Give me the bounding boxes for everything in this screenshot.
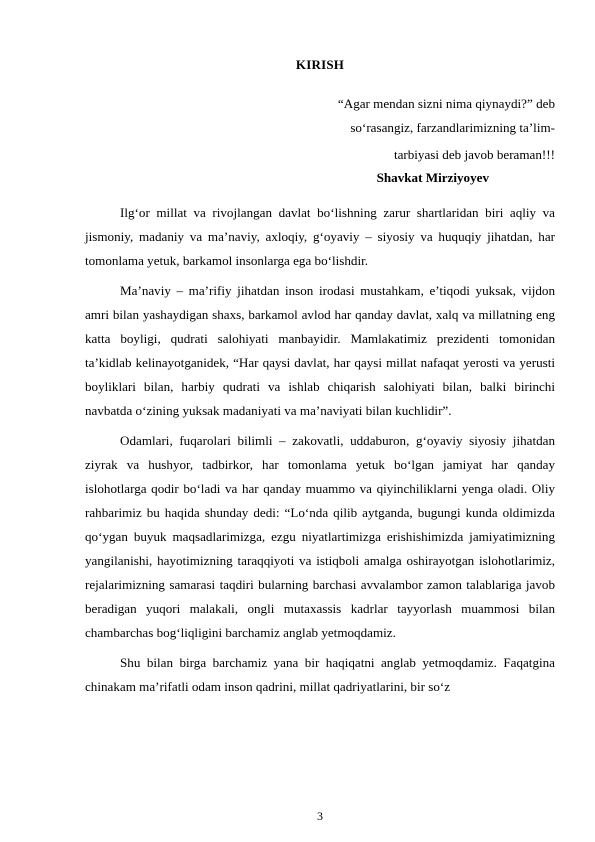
epigraph-line-2: so‘rasangiz, farzandlarimizning ta’lim- <box>350 120 555 135</box>
body-text <box>85 201 555 705</box>
paragraph: Ma’naviy – ma’rifiy jihatdan inson irodasi mustahkam, e’tiqodi yuksak, vijdon amri bilan yashaydigan shaxs, barkamol avlod har qanday davlat, xalq va millatning eng katta boyligi, qudrati salohiyati manbayidir. Mamlakatimiz prezidenti tomonidan ta’kidlab kelinayotganidek, “Har qaysi davlat, har qaysi millat nafaqat yerosti va yerusti boyliklari bilan, harbiy qudrati va ishlab chiqarish salohiyati bilan, balki birinchi navbatda o‘zining yuksak madaniyati va ma’naviyati bilan kuchlidir”. <box>85 283 555 418</box>
epigraph-line-3: tarbiyasi deb javob beraman!!! <box>393 147 555 162</box>
epigraph-author: Shavkat Mirziyoyev <box>376 170 489 185</box>
epigraph-line-1: “Agar mendan sizni nima qiynaydi?” deb <box>337 96 555 111</box>
page-number: 3 <box>317 809 323 823</box>
paragraph: Ilg‘or millat va rivojlangan davlat bo‘lishning zarur shartlaridan biri aqliy va jismoniy, madaniy va ma’naviy, axloqiy, g‘oyaviy – siyosiy va huquqiy jihatdan, har tomonlama yetuk, barkamol insonlarga ega bo‘lishdir. <box>85 205 555 268</box>
paragraph: Shu bilan birga barchamiz yana bir haqiqatni anglab yetmoqdamiz. Faqatgina chinakam ma’rifatli odam inson qadrini, millat qadriyatlarini, bir so‘z <box>85 655 555 694</box>
paragraph: Odamlari, fuqarolari bilimli – zakovatli, uddaburon, g‘oyaviy siyosiy jihatdan ziyrak va hushyor, tadbirkor, har tomonlama yetuk bo‘lgan jamiyat har qanday islohotlarga qodir bo‘ladi va har qanday muammo va qiyinchiliklarni yenga oladi. Oliy rahbarimiz bu haqida shunday dedi: “Lo‘nda qilib aytganda, bugungi kunda oldimizda qo‘ygan buyuk maqsadlarimizga, ezgu niyatlartimizga erishishimizda jamiyatimizning yangilanishi, hayotimizning taraqqiyoti va istiqboli amalga oshirayotgan islohotlarimiz, rejalarimizning samarasi taqdiri bularning barchasi avvalambor zamon talablariga javob beradigan yuqori malakali, ongli mutaxassis kadrlar tayyorlash muammosi bilan chambarchas bog‘liqligini barchamiz anglab yetmoqdamiz. <box>85 433 555 640</box>
section-title: KIRISH <box>295 57 345 72</box>
